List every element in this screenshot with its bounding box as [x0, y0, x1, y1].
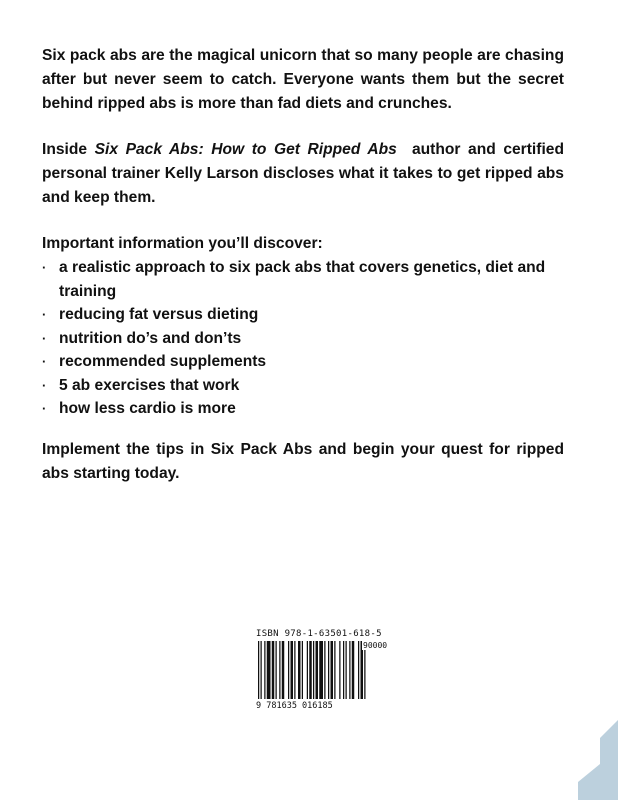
author-paragraph-lead: Inside: [42, 141, 95, 158]
list-item: [42, 397, 564, 421]
list-item-text: nutrition do’s and don’ts: [59, 329, 242, 347]
list-item: [42, 303, 564, 327]
isbn-barcode: [252, 629, 412, 713]
bullet-icon: ·: [42, 307, 47, 322]
book-title: Six Pack Abs: How to Get Ripped Abs: [94, 141, 397, 158]
list-item-text: reducing fat versus dieting: [59, 306, 259, 323]
bullet-icon: ·: [42, 401, 47, 416]
list-heading: Important information you’ll discover:: [42, 235, 323, 252]
isbn-label: ISBN 978-1-63501-618-5: [256, 629, 382, 639]
feature-list: [42, 256, 564, 421]
intro-paragraph: Six pack abs are the magical unicorn that so many people are chasing after but never seem to catch. Everyone wants them but the secret behind ripped abs is more than fad diets and crunches.: [42, 47, 564, 112]
bullet-icon: ·: [42, 260, 47, 275]
list-item: [42, 327, 564, 351]
publisher-tag-icon: [578, 720, 618, 800]
list-item: [42, 350, 564, 374]
list-item-text: a realistic approach to six pack abs that covers genetics, diet and training: [59, 259, 546, 300]
author-paragraph-rest: author and certified personal trainer Kelly Larson discloses what it takes to get ripped abs and keep them.: [42, 141, 569, 206]
price-code: 90000: [363, 641, 388, 650]
list-item: [42, 256, 564, 303]
author-paragraph: [42, 138, 569, 210]
ean-digits: 9 781635 016185: [256, 701, 333, 711]
bullet-icon: ·: [42, 377, 47, 393]
bullet-icon: ·: [42, 330, 47, 346]
list-item-text: how less cardio is more: [59, 400, 236, 417]
list-item-text: recommended supplements: [59, 353, 267, 370]
closing-paragraph: Implement the tips in Six Pack Abs and begin your quest for ripped abs starting today.: [42, 441, 564, 482]
list-item-text: 5 ab exercises that work: [59, 376, 240, 394]
list-item: [42, 374, 564, 398]
bullet-icon: ·: [42, 354, 47, 369]
